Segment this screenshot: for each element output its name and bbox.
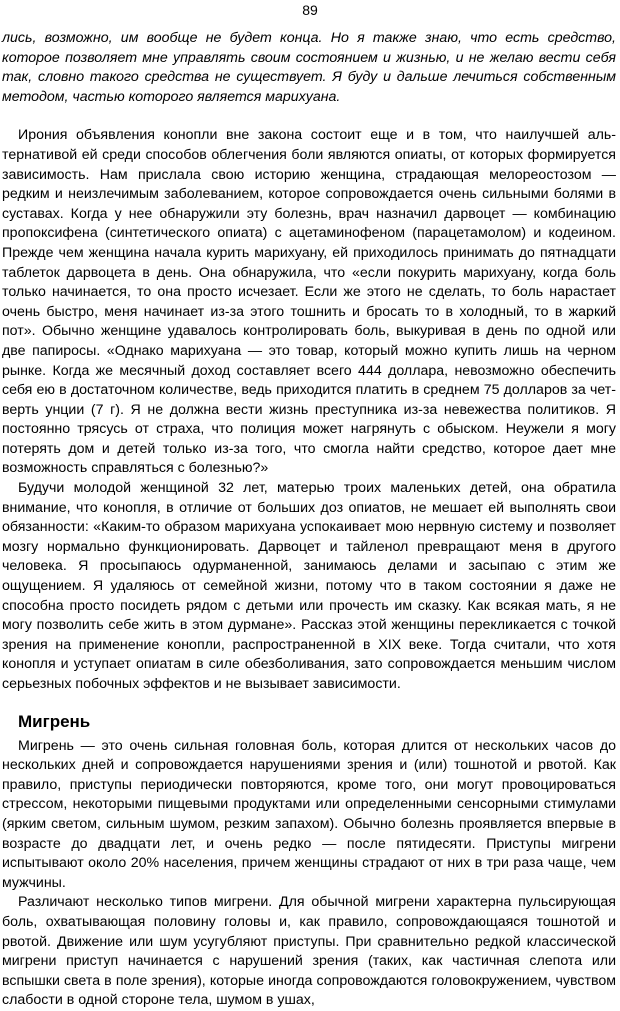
paragraph-gap <box>2 107 616 126</box>
body-paragraph-mother: Будучи молодой женщиной 32 лет, матерью троих маленьких детей, она обратила внимание, что конопля, в отличие от больших доз опиатов, не мешает ей выполнять свои обязанности: «Каким-то образом марихуана успокаивает мою нервную систему и позволяет мозгу нормально функционировать. Дарвоцет и тайленол превращают меня в другого человека. Я просыпаюсь одурманенной, занимаюсь делами и засыпаю с этим же ощущением. Я удаляюсь от семейной жизни, потому что в таком состоянии я даже не способна просто посидеть рядом с детьми или прочесть им сказку. Как всякая мать, я не могу позволить себе жить в этом дурмане». Рассказ этой женщины перекликается с точкой зрения на применение конопли, распространенной в XIX веке. Тогда считали, что хотя конопля и уступает опиатам в силе обезболивания, зато сопровождается меньшим числом серьезных побочных эффектов и не вызывает зависимости. <box>2 480 616 692</box>
body-paragraph-migraine-definition: Мигрень — это очень сильная головная боль, которая длится от нескольких часов до нескольких дней и сопровождается нарушениями зрения и (или) тошнотой и рвотой. Как правило, приступы периодически повторяются, кроме того, они могут провоцироваться стрессом, некоторыми пищевыми продуктами или определенными сенсорными стимулами (ярким светом, сильным шумом, резким запахом). Обычно болезнь проявляется впервые в возрасте до двадцати лет, и очень редко — после пятидесяти. Приступы мигрени испытывают около 20% населения, причем женщины страдают от них в три раза чаще, чем мужчины. <box>2 737 616 891</box>
quote-paragraph: лись, возможно, им вообще не будет конца. Но я также знаю, что есть средство, которое позволяет мне управлять своим состоянием и жизнью, и не желаю вести себя так, словно такого средства не существует. Я буду и дальше лечиться собственным методом, частью которого является марихуана. <box>2 30 616 105</box>
section-heading: Мигрень <box>18 711 91 731</box>
body-paragraph-opiates: Ирония объявления конопли вне закона состоит еще и в том, что наилучшей альтернативой ей среди способов облегчения боли являются опиаты, от которых формируется зависимость. Нам прислала свою историю женщина, страдающая мелореостозом — редким и неизлечимым заболеванием, которое сопровождается очень сильными болями в суставах. Когда у нее обнаружили эту болезнь, врач назначил дарвоцет — комбинацию пропоксифена (синтетического опиата) с ацетаминофеном (парацетамолом) и кодеином. Прежде чем женщина начала курить марихуану, ей приходилось принимать до пятнадцати таблеток дарвоцета в день. Она обнаружила, что «если покурить марихуану, когда боль только начинается, то она просто исчезает. Если же этого не сделать, то боль нарастает очень быстро, меня начинает из-за этого тошнить и бросать то в холодный, то в жаркий пот». Обычно женщине удавалось контролировать боль, выкуривая в день по одной или две папиросы. «Однако марихуана — это товар, который можно купить лишь на черном рынке. Когда же месячный доход составляет всего 444 доллара, невозможно обеспечить себя ею в достаточном количестве, ведь приходится платить в среднем 75 долларов за четверть унции (7 г). Я не должна вести жизнь преступника из-за невежества политиков. Я постоянно трясусь от страха, что полиция может нагрянуть с обыском. Неужели я могу потерять дом и детей только из-за того, что смогла найти средство, которое дает мне возможность справляться с болезнью?» <box>2 127 616 477</box>
page-number: 89 <box>302 2 318 18</box>
body-paragraph-migraine-types: Различают несколько типов мигрени. Для обычной мигрени характерна пульсирующая боль, охватывающая половину головы и, как правило, сопровождающаяся тошнотой и рвотой. Движение или шум усугубляют приступы. При сравнительно редкой классической мигрени приступ начинается с нарушений зрения (таких, как частичная слепота или вспышки света в поле зрения), которые иногда сопровождаются головокружением, чувством слабости в одной стороне тела, шумом в ушах, <box>2 894 616 1009</box>
page-body <box>2 29 616 1011</box>
